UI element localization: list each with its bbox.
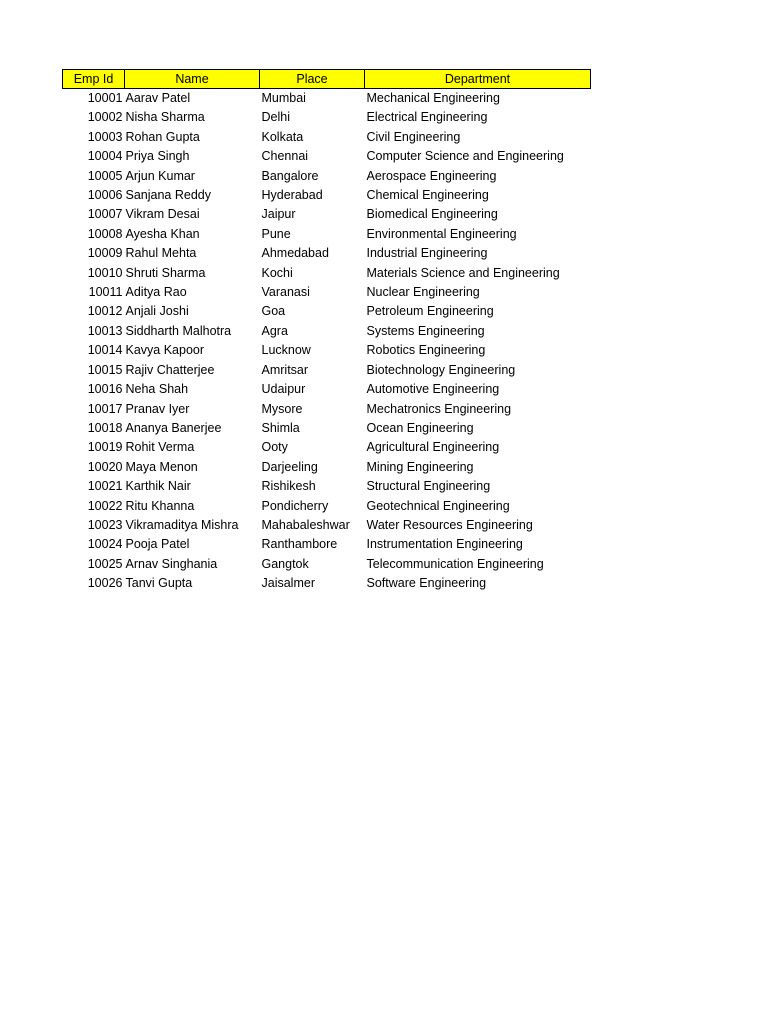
name-cell: Priya Singh [125, 149, 190, 164]
table-row [63, 458, 591, 477]
emp-id-cell: 10025 [87, 556, 123, 571]
place-cell: Mahabaleshwar [261, 517, 350, 532]
department-cell: Agricultural Engineering [366, 440, 500, 455]
emp-id-cell: 10026 [87, 576, 123, 591]
emp-id-cell: 10005 [87, 168, 123, 183]
table-row [63, 264, 591, 283]
name-cell: Anjali Joshi [125, 304, 189, 319]
name-cell: Ayesha Khan [125, 226, 200, 241]
department-cell: Robotics Engineering [366, 343, 486, 358]
department-cell: Systems Engineering [366, 323, 485, 338]
emp-id-cell: 10008 [87, 226, 123, 241]
name-cell: Rahul Mehta [125, 246, 197, 261]
department-cell: Mechatronics Engineering [366, 401, 512, 416]
place-cell: Amritsar [261, 362, 309, 377]
department-cell: Biotechnology Engineering [366, 362, 516, 377]
name-cell: Rohit Verma [125, 440, 195, 455]
name-cell: Aditya Rao [125, 285, 187, 300]
department-cell: Geotechnical Engineering [366, 498, 510, 513]
emp-id-cell: 10017 [87, 401, 123, 416]
name-cell: Ritu Khanna [125, 498, 195, 513]
name-cell: Kavya Kapoor [125, 343, 205, 358]
table-row [63, 361, 591, 380]
emp-id-cell: 10001 [87, 91, 123, 105]
emp-id-cell: 10011 [88, 285, 123, 300]
table-row [63, 283, 591, 302]
emp-id-cell: 10013 [87, 323, 123, 338]
emp-id-cell: 10010 [87, 265, 123, 280]
department-cell: Telecommunication Engineering [366, 556, 544, 571]
table-row [63, 516, 591, 535]
emp-id-cell: 10007 [87, 207, 123, 222]
department-cell: Chemical Engineering [366, 188, 489, 203]
department-cell: Electrical Engineering [366, 110, 488, 125]
department-cell: Instrumentation Engineering [366, 537, 523, 552]
table-row [63, 186, 591, 205]
place-cell: Bangalore [261, 168, 319, 183]
table-row [63, 477, 591, 496]
emp-id-cell: 10002 [87, 110, 123, 125]
emp-id-cell: 10022 [87, 498, 123, 513]
table-row [63, 167, 591, 186]
name-cell: Siddharth Malhotra [125, 323, 232, 338]
name-cell: Aarav Patel [125, 91, 191, 105]
name-cell: Ananya Banerjee [125, 420, 222, 435]
employee-sheet [62, 69, 591, 594]
header-name: Name [125, 70, 260, 89]
header-department: Department [365, 70, 591, 89]
place-cell: Goa [261, 304, 286, 319]
place-cell: Kolkata [261, 129, 304, 144]
name-cell: Rohan Gupta [125, 129, 200, 144]
emp-id-cell: 10012 [87, 304, 123, 319]
name-cell: Arjun Kumar [125, 168, 195, 183]
table-row [63, 147, 591, 166]
place-cell: Shimla [261, 420, 300, 435]
department-cell: Nuclear Engineering [366, 285, 480, 300]
place-cell: Mysore [261, 401, 303, 416]
emp-id-cell: 10021 [87, 479, 123, 494]
table-header [63, 70, 591, 89]
table-row [63, 438, 591, 457]
emp-id-cell: 10015 [87, 362, 123, 377]
place-cell: Varanasi [261, 285, 310, 300]
name-cell: Pooja Patel [125, 537, 190, 552]
name-cell: Karthik Nair [125, 479, 191, 494]
table-body [63, 89, 591, 594]
table-row [63, 244, 591, 263]
table-row [63, 128, 591, 147]
place-cell: Jaisalmer [261, 576, 315, 591]
place-cell: Jaipur [261, 207, 296, 222]
place-cell: Ooty [261, 440, 288, 455]
place-cell: Pune [261, 226, 291, 241]
place-cell: Agra [261, 323, 288, 338]
department-cell: Biomedical Engineering [366, 207, 498, 222]
name-cell: Sanjana Reddy [125, 188, 211, 203]
table-row [63, 205, 591, 224]
emp-id-cell: 10009 [87, 246, 123, 261]
table-row [63, 419, 591, 438]
name-cell: Vikramaditya Mishra [125, 517, 239, 532]
table-row [63, 400, 591, 419]
employee-table [62, 69, 591, 594]
name-cell: Maya Menon [125, 459, 198, 474]
emp-id-cell: 10018 [87, 420, 123, 435]
header-row [63, 70, 591, 89]
name-cell: Shruti Sharma [125, 265, 206, 280]
department-cell: Ocean Engineering [366, 420, 474, 435]
name-cell: Tanvi Gupta [125, 576, 193, 591]
place-cell: Lucknow [261, 343, 311, 358]
department-cell: Industrial Engineering [366, 246, 488, 261]
department-cell: Civil Engineering [366, 129, 461, 144]
department-cell: Mining Engineering [366, 459, 474, 474]
name-cell: Vikram Desai [125, 207, 200, 222]
emp-id-cell: 10023 [87, 517, 123, 532]
department-cell: Environmental Engineering [366, 226, 517, 241]
emp-id-cell: 10006 [87, 188, 123, 203]
table-row [63, 89, 591, 109]
table-row [63, 225, 591, 244]
table-row [63, 302, 591, 321]
department-cell: Water Resources Engineering [366, 517, 533, 532]
name-cell: Rajiv Chatterjee [125, 362, 215, 377]
place-cell: Udaipur [261, 382, 306, 397]
department-cell: Materials Science and Engineering [366, 265, 560, 280]
emp-id-cell: 10004 [87, 149, 123, 164]
department-cell: Aerospace Engineering [366, 168, 497, 183]
emp-id-cell: 10019 [87, 440, 123, 455]
place-cell: Mumbai [261, 91, 306, 105]
header-place: Place [260, 70, 365, 89]
place-cell: Ranthambore [261, 537, 338, 552]
table-row [63, 574, 591, 593]
place-cell: Hyderabad [261, 188, 323, 203]
place-cell: Pondicherry [261, 498, 329, 513]
place-cell: Ahmedabad [261, 246, 329, 261]
header-emp-id: Emp Id [63, 70, 125, 89]
place-cell: Delhi [261, 110, 290, 125]
department-cell: Petroleum Engineering [366, 304, 494, 319]
table-row [63, 108, 591, 127]
place-cell: Kochi [261, 265, 293, 280]
emp-id-cell: 10014 [87, 343, 123, 358]
table-row [63, 497, 591, 516]
name-cell: Nisha Sharma [125, 110, 205, 125]
table-row [63, 322, 591, 341]
department-cell: Computer Science and Engineering [366, 149, 564, 164]
emp-id-cell: 10016 [87, 382, 123, 397]
place-cell: Rishikesh [261, 479, 316, 494]
place-cell: Chennai [261, 149, 309, 164]
name-cell: Arnav Singhania [125, 556, 218, 571]
emp-id-cell: 10024 [87, 537, 123, 552]
name-cell: Pranav Iyer [125, 401, 190, 416]
place-cell: Gangtok [261, 556, 309, 571]
table-row [63, 380, 591, 399]
department-cell: Automotive Engineering [366, 382, 500, 397]
table-row [63, 341, 591, 360]
department-cell: Mechanical Engineering [366, 91, 500, 105]
emp-id-cell: 10003 [87, 129, 123, 144]
name-cell: Neha Shah [125, 382, 189, 397]
emp-id-cell: 10020 [87, 459, 123, 474]
place-cell: Darjeeling [261, 459, 318, 474]
table-row [63, 535, 591, 554]
department-cell: Software Engineering [366, 576, 487, 591]
table-row [63, 555, 591, 574]
department-cell: Structural Engineering [366, 479, 491, 494]
